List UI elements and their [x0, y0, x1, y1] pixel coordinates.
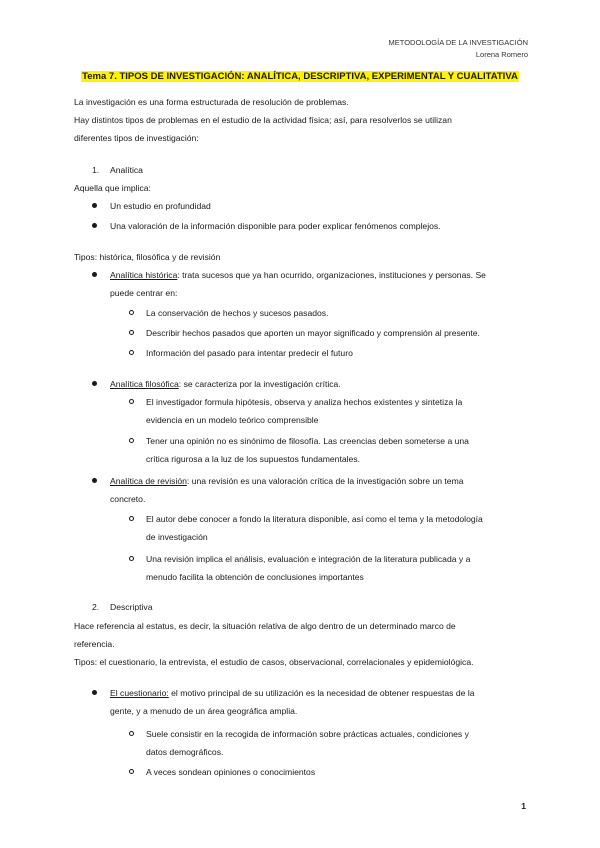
intro-paragraph-2a: Hay distintos tipos de problemas en el estudio de la actividad física; así, para resolverlos se utilizan [74, 115, 452, 125]
section-1-number: 1. [92, 165, 100, 175]
cuestionario-text: el motivo principal de su utilización es la necesidad de obtener respuestas de la [168, 688, 475, 698]
intro-paragraph-2b: diferentes tipos de investigación: [74, 133, 199, 143]
historica-text: : trata sucesos que ya han ocurrido, organizaciones, instituciones y personas. Se [177, 270, 486, 280]
list-item: Describir hechos pasados que aporten un mayor significado y comprensión al presente. [146, 328, 480, 338]
filosofica-term: Analítica filosófica [110, 379, 179, 389]
list-item: Un estudio en profundidad [110, 201, 211, 211]
list-item-cont: menudo facilita la obtención de conclusiones importantes [146, 572, 364, 582]
list-item-cont: evidencia en un modelo teórico comprensible [146, 415, 319, 425]
bullet-icon [92, 223, 97, 228]
list-item: Una revisión implica el análisis, evaluación e integración de la literatura publicada y a [146, 554, 471, 564]
section-2-heading: Descriptiva [110, 602, 153, 612]
list-item: Información del pasado para intentar predecir el futuro [146, 348, 353, 358]
historica-term: Analítica histórica [110, 270, 178, 280]
filosofica-line [110, 378, 341, 390]
cuestionario-term: El cuestionario: [110, 688, 169, 698]
sub-bullet-icon [129, 769, 134, 774]
list-item: A veces sondean opiniones o conocimientos [146, 767, 316, 777]
revision-text: : una revisión es una valoración crítica de la investigación sobre un tema [186, 476, 464, 486]
sub-bullet-icon [129, 731, 134, 736]
bullet-icon [92, 690, 97, 695]
list-item: Tener una opinión no es sinónimo de filosofía. Las creencias deben someterse a una [146, 436, 469, 446]
list-item-cont: datos demográficos. [146, 747, 224, 757]
list-item: Suele consistir en la recogida de información sobre prácticas actuales, condiciones y [146, 729, 469, 739]
sub-bullet-icon [129, 330, 134, 335]
bullet-icon [92, 272, 97, 277]
list-item: Una valoración de la información disponible para poder explicar fenómenos complejos. [110, 221, 441, 231]
list-item: La conservación de hechos y sucesos pasados. [146, 308, 329, 318]
list-item: El investigador formula hipótesis, observa y analiza hechos existentes y sintetiza la [146, 397, 463, 407]
section-1-heading: Analítica [110, 165, 143, 175]
page-title [0, 71, 600, 82]
header-author: Lorena Romero [475, 50, 528, 59]
bullet-icon [92, 203, 97, 208]
bullet-icon [92, 381, 97, 386]
list-item-cont: de investigación [146, 532, 208, 542]
filosofica-text: : se caracteriza por la investigación crítica. [178, 379, 341, 389]
header-course: METODOLOGÍA DE LA INVESTIGACIÓN [388, 38, 528, 47]
section-2-paragraph-a: Hace referencia al estatus, es decir, la situación relativa de algo dentro de un determinado marco de [74, 621, 456, 631]
historica-line-1 [110, 269, 486, 281]
cuestionario-line-2: gente, y a menudo de un área geográfica amplia. [110, 706, 298, 716]
sub-bullet-icon [129, 438, 134, 443]
sub-bullet-icon [129, 516, 134, 521]
revision-term: Analítica de revisión [110, 476, 187, 486]
revision-line-1 [110, 475, 464, 487]
sub-bullet-icon [129, 399, 134, 404]
section-2-paragraph-b: referencia. [74, 639, 115, 649]
sub-bullet-icon [129, 350, 134, 355]
section-1-types: Tipos: histórica, filosófica y de revisión [74, 252, 221, 262]
bullet-icon [92, 478, 97, 483]
list-item: El autor debe conocer a fondo la literatura disponible, así como el tema y la metodología [146, 514, 483, 524]
intro-paragraph-1: La investigación es una forma estructurada de resolución de problemas. [74, 97, 349, 107]
historica-line-2: puede centrar en: [110, 288, 178, 298]
list-item-cont: crítica rigurosa a la luz de los supuestos fundamentales. [146, 454, 361, 464]
sub-bullet-icon [129, 310, 134, 315]
title-highlight: Tema 7. TIPOS DE INVESTIGACIÓN: ANALÍTICA, DESCRIPTIVA, EXPERIMENTAL Y CUALITATIVA [82, 71, 518, 82]
cuestionario-line-1 [110, 687, 475, 699]
sub-bullet-icon [129, 556, 134, 561]
section-2-types: Tipos: el cuestionario, la entrevista, el estudio de casos, observacional, correlacionales y epidemiológica. [74, 657, 474, 667]
section-1-lead: Aquella que implica: [74, 183, 151, 193]
section-2-number: 2. [92, 602, 100, 612]
revision-line-2: concreto. [110, 494, 146, 504]
page-number: 1 [521, 801, 526, 811]
